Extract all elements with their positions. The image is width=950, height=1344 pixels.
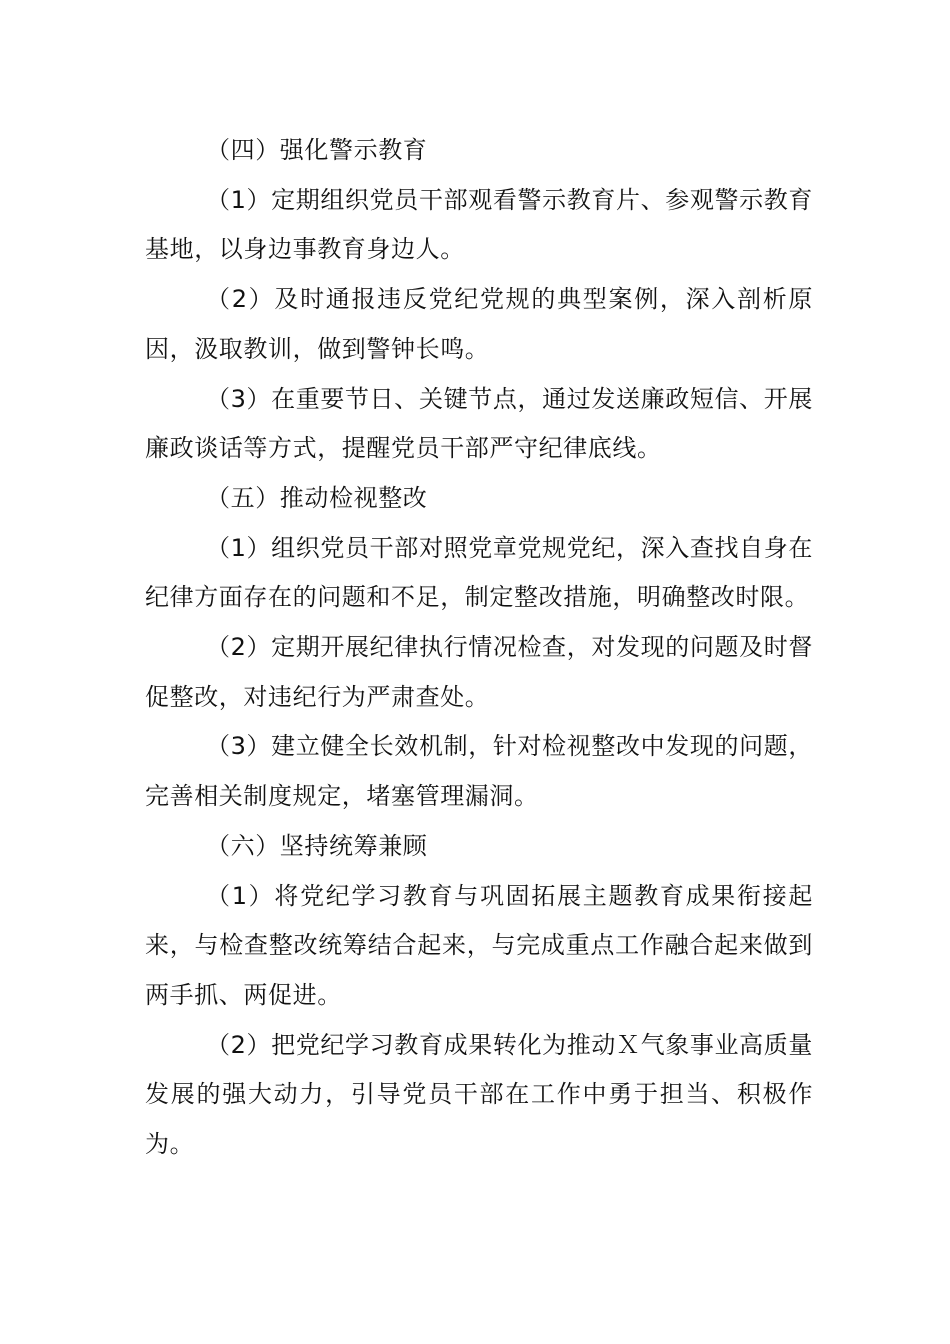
document-body (145, 126, 813, 1170)
paragraph-6-1: （1）将党纪学习教育与巩固拓展主题教育成果衔接起来，与检查整改统筹结合起来，与完成重点工作融合起来做到两手抓、两促进。 (145, 881, 813, 1009)
paragraph-4-2: （2）及时通报违反党纪党规的典型案例，深入剖析原因，汲取教训，做到警钟长鸣。 (145, 285, 813, 363)
section-heading-4: （四）强化警示教育 (206, 136, 428, 164)
section-heading-6: （六）坚持统筹兼顾 (206, 831, 428, 860)
paragraph-4-1: （1）定期组织党员干部观看警示教育片、参观警示教育基地，以身边事教育身边人。 (145, 185, 813, 264)
paragraph-5-2: （2）定期开展纪律执行情况检查，对发现的问题及时督促整改，对违纪行为严肃查处。 (145, 633, 813, 711)
paragraph-5-1: （1）组织党员干部对照党章党规党纪，深入查找自身在纪律方面存在的问题和不足，制定整改措施，明确整改时限。 (145, 533, 813, 612)
paragraph-5-3: （3）建立健全长效机制，针对检视整改中发现的问题，完善相关制度规定，堵塞管理漏洞。 (145, 732, 813, 811)
paragraph-6-2: （2）把党纪学习教育成果转化为推动Ｘ气象事业高质量发展的强大动力，引导党员干部在工作中勇于担当、积极作为。 (145, 1030, 813, 1159)
paragraph-4-3: （3）在重要节日、关键节点，通过发送廉政短信、开展廉政谈话等方式，提醒党员干部严守纪律底线。 (145, 384, 813, 463)
section-heading-5: （五）推动检视整改 (206, 483, 428, 512)
